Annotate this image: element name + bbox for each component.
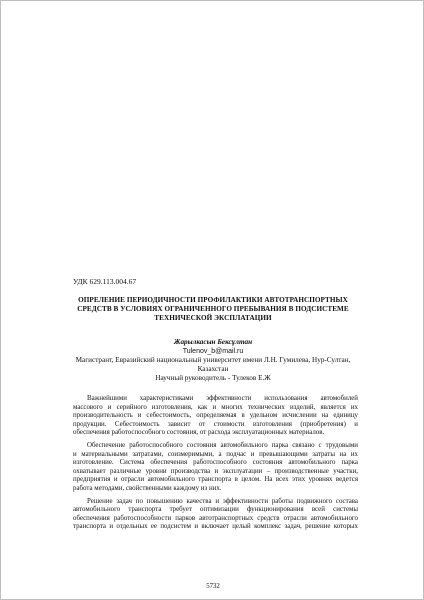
text-line: массового и серийного изготовления, как и многих технических изделий, является их (73, 403, 358, 411)
text-line: охватывает различные уровни производства и эксплуатации – производственные участки, (73, 467, 358, 475)
text-line: обеспечения работоспособности парков автотранспортных средств отрасли автомобильного (73, 514, 358, 522)
page-number: 5732 (206, 583, 220, 590)
text-line: изготовление. Система обеспечения работоспособного состояния автомобильного парка (73, 459, 358, 467)
article-body (73, 395, 358, 536)
text-line: автомобильного транспорта требует оптимизации функционирования всей системы (73, 506, 358, 514)
title-line: ТЕХНИЧЕСКОЙ ЭКСПЛАТАЦИИ (154, 314, 272, 322)
paragraph (73, 498, 358, 532)
udk-code: УДК 629.113.004.67 (73, 277, 137, 286)
author-affiliation-country: Казахстан (197, 365, 229, 373)
author-affiliation: Магистрант, Евразийский национальный университет имени Л.Н. Гумилева, Нур-Султан, (75, 356, 351, 364)
text-line: транспорта и отдельных ее подсистем и включает целый комплекс задач, решение которых (73, 523, 358, 531)
text-line: Важнейшими характеристиками эффективности использования автомобилей (87, 395, 358, 402)
supervisor: Научный руководитель - Тулеков Е.Ж (155, 374, 271, 382)
title-line: СРЕДСТВ В УСЛОВИЯХ ОГРАНИЧЕННОГО ПРЕБЫВАНИЯ В ПОДСИСТЕМЕ (77, 305, 349, 313)
text-line: продукции. Себестоимость зависит от стоимости изготовления (приобретения) и (73, 420, 358, 428)
title-line: ОПРЕЛЕНИЕ ПЕРИОДИЧНОСТИ ПРОФИЛАКТИКИ АВТОТРАНСПОРТНЫХ (78, 296, 348, 304)
text-line: производительность и себестоимость, определяемая в удельном исчислении на единицу (73, 412, 358, 420)
text-line: обеспечения работоспособного состояния, от расхода эксплуатационных материалов. (73, 429, 325, 437)
article-title (61, 296, 365, 323)
text-line: и материальными затратами, соизмеримыми, а подчас и превышающими затраты на их (73, 450, 358, 458)
paragraph (73, 442, 358, 494)
text-line: Обеспечение работоспособного состояния автомобильного парка связано с трудовыми (87, 441, 358, 449)
author-email: Tulenov_b@mail.ru (182, 348, 244, 355)
author-name: Жарылкасын Бексұлтан (173, 338, 253, 346)
text-line: Решение задач по повышению качества и эффективности работы подвижного состава (87, 497, 358, 505)
paragraph (73, 395, 358, 438)
author-block (61, 338, 365, 383)
text-line: предприятия и отрасли автомобильного транспорта в целом. На всех этих уровнях ведется (73, 476, 358, 484)
text-line: работа методами, свойственными каждому из них. (73, 484, 222, 492)
